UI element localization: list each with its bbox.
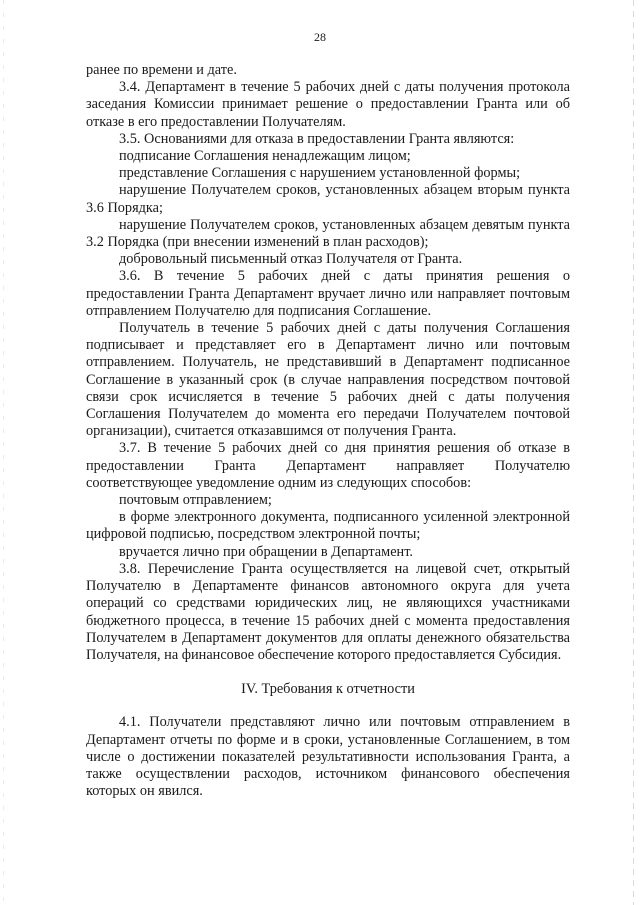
document-body: [86, 62, 570, 800]
paragraph-3-8: 3.8. Перечисление Гранта осуществляется на лицевой счет, открытый Получателю в Департаменте финансов автономного округа для учета операций со средствами юридических лиц, не являющихся участниками бюджетного процесса, в течение 15 рабочих дней с момента предоставления Получателем в Департамент документов для оплаты денежного обязательства Получателя, на финансовое обеспечение которого предоставляется Субсидия.: [86, 560, 570, 663]
list-item: нарушение Получателем сроков, установленных абзацем девятым пункта 3.2 Порядка (при внесении изменений в план расходов);: [86, 216, 570, 251]
paragraph-3-7: 3.7. В течение 5 рабочих дней со дня принятия решения об отказе в предоставлении Гранта Департамент направляет Получателю соответствующее уведомление одним из следующих способов:: [86, 440, 570, 491]
paragraph-3-5: 3.5. Основаниями для отказа в предоставлении Гранта являются:: [119, 130, 515, 147]
list-item: почтовым отправлением;: [119, 492, 272, 509]
list-item: нарушение Получателем сроков, установленных абзацем вторым пункта 3.6 Порядка;: [86, 182, 570, 216]
scan-edge-right: [633, 0, 634, 905]
list-item: добровольный письменный отказ Получателя от Гранта.: [119, 251, 463, 268]
scan-edge-left: [3, 0, 4, 905]
paragraph-4-1: 4.1. Получатели представляют лично или почтовым отправлением в Департамент отчеты по форме и в сроки, установленные Соглашением, в том числе о достижении показателей результативности использования Гранта, а также осуществлении расходов, источником финансового обеспечения которых он явился.: [86, 714, 570, 800]
list-item: подписание Соглашения ненадлежащим лицом;: [119, 148, 411, 165]
paragraph-continuation: ранее по времени и дате.: [86, 62, 237, 78]
page-number: 28: [314, 30, 326, 44]
list-item: в форме электронного документа, подписанного усиленной электронной цифровой подписью, посредством электронной почты;: [86, 509, 570, 543]
paragraph-3-6-recipient: Получатель в течение 5 рабочих дней с даты получения Соглашения подписывает и представляет его в Департамент лично или почтовым отправлением. Получатель, не представивший в Департамент подписанное Соглашение в указанный срок (в случае направления посредством почтовой связи срок исчисляется в течение 5 рабочих дней с даты получения Соглашения Получателем до момента его передачи Получателем почтовой организации), считается отказавшимся от получения Гранта.: [86, 320, 570, 440]
paragraph-3-6: 3.6. В течение 5 рабочих дней с даты принятия решения о предоставлении Гранта Департамент вручает лично или направляет почтовым отправлением Получателю для подписания Соглашение.: [86, 268, 570, 319]
section-heading: IV. Требования к отчетности: [241, 681, 415, 698]
list-item: вручается лично при обращении в Департамент.: [119, 543, 413, 560]
paragraph-3-4: 3.4. Департамент в течение 5 рабочих дней с даты получения протокола заседания Комиссии принимает решение о предоставлении Гранта или об отказе в его предоставлении Получателям.: [86, 79, 570, 130]
list-item: представление Соглашения с нарушением установленной формы;: [119, 165, 521, 182]
